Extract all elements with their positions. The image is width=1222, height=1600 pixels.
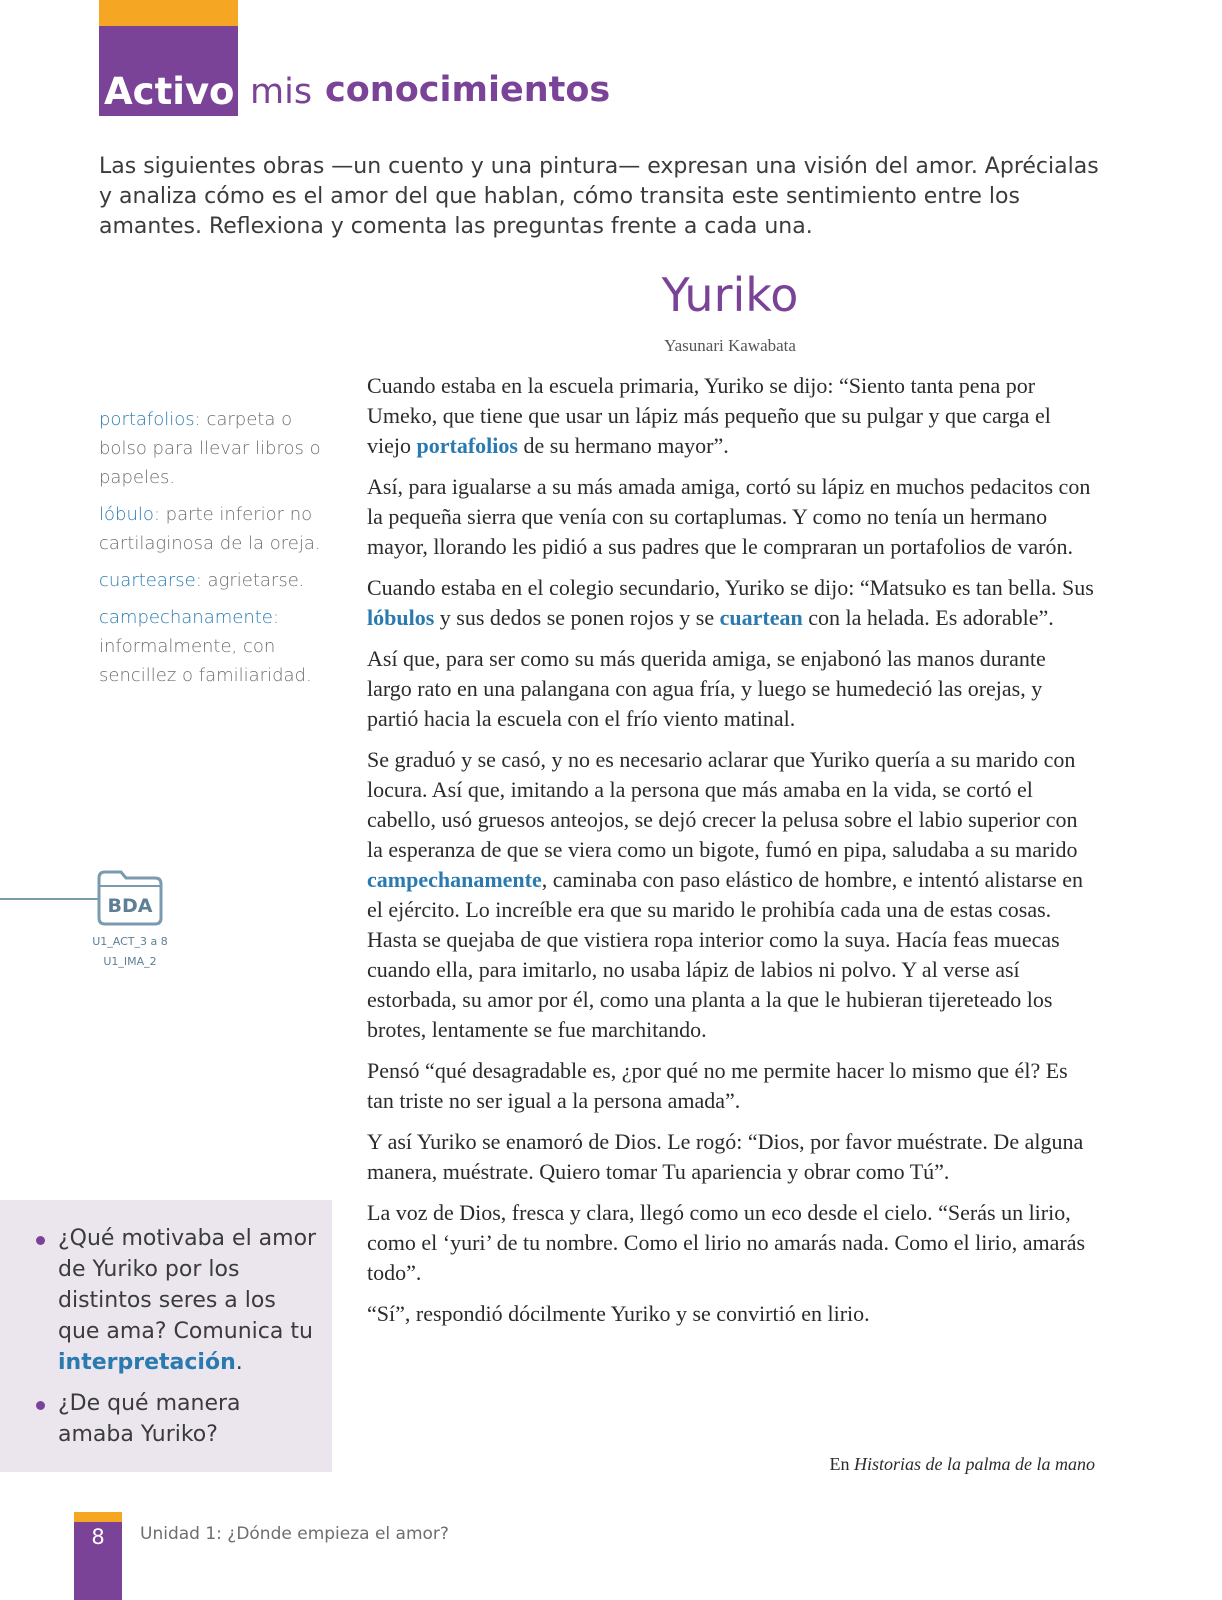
glossary-term-link[interactable]: portafolios (416, 433, 518, 458)
story-author: Yasunari Kawabata (664, 336, 796, 355)
story-paragraph: “Sí”, respondió dócilmente Yuriko y se convirtió en lirio. (367, 1301, 870, 1326)
question-item (34, 1223, 319, 1378)
question-text: ¿Qué motivaba el amor de Yuriko por los distintos seres a los que ama? Comunica tu (58, 1226, 317, 1344)
header-accent-bar (99, 0, 238, 26)
glossary-term: cuartearse (99, 570, 196, 591)
glossary-term-link[interactable]: lóbulos (367, 605, 435, 630)
story-paragraph: Y así Yuriko se enamoró de Dios. Le rogó: “Dios, por favor muéstrate. De alguna manera, muéstrate. Quiero tomar Tu apariencia y obrar como Tú”. (367, 1129, 1084, 1184)
glossary-definition: : carpeta o bolso para llevar libros o papeles. (99, 409, 321, 488)
glossary-entry (99, 405, 324, 492)
glossary-definition: : parte inferior no cartilaginosa de la oreja. (99, 504, 321, 554)
glossary-definition: : informalmente, con sencillez o familiaridad. (99, 607, 312, 686)
story-paragraph (367, 371, 1095, 461)
bda-label: BDA (107, 895, 153, 917)
intro-paragraph: Las siguientes obras —un cuento y una pintura— expresan una visión del amor. Aprécialas y analiza cómo es el amor del que hablan, cómo transita este sentimiento entre los amantes. Reflexiona y comenta las preguntas frente a cada una. (99, 154, 1099, 239)
glossary-term-link[interactable]: campechanamente (367, 867, 542, 892)
glossary-term-link[interactable]: cuartean (719, 605, 803, 630)
glossary-definition: : agrietarse. (195, 570, 305, 591)
header-title-mis: mis (250, 72, 313, 112)
questions-list (34, 1223, 319, 1460)
story-text: Se graduó y se casó, y no es necesario aclarar que Yuriko quería a su marido con locura. Así que, imitando a la persona que más amaba en la vida, se cortó el cabello, usó gruesos anteojos, se dejó crecer la pelusa sobre el labio superior con la esperanza de que se viera como un bigote, fumó en pipa, saludaba a su marido (367, 747, 1078, 862)
story-paragraph (367, 745, 1095, 1045)
story-paragraph: Pensó “qué desagradable es, ¿por qué no me permite hacer lo mismo que él? Es tan triste no ser igual a la persona amada”. (367, 1058, 1068, 1113)
bullet-icon (36, 1401, 45, 1410)
story-text: Cuando estaba en el colegio secundario, Yuriko se dijo: “Matsuko es tan bella. Sus (367, 575, 1094, 600)
source-prefix: En (829, 1454, 854, 1474)
footer-accent-bar (74, 1512, 122, 1522)
glossary-entry (99, 566, 324, 595)
story-text: y sus dedos se ponen rojos y se (434, 605, 720, 630)
story-title: Yuriko (661, 268, 799, 322)
story-paragraph (367, 573, 1095, 633)
bda-connector-line (0, 898, 98, 900)
story-body (367, 371, 1095, 1340)
glossary-term: campechanamente (99, 607, 273, 628)
bda-codes (80, 932, 180, 972)
question-item (34, 1388, 319, 1450)
glossary-entry (99, 603, 324, 690)
story-text: de su hermano mayor”. (517, 433, 729, 458)
bda-code-activity: U1_ACT_3 a 8 (92, 935, 168, 948)
story-paragraph: Así que, para ser como su más querida amiga, se enjabonó las manos durante largo rato en una palangana con agua fría, y luego se humedeció las orejas, y partió hacia la escuela con el frío viento matinal. (367, 646, 1046, 731)
question-text: . (235, 1350, 243, 1375)
story-paragraph: La voz de Dios, fresca y clara, llegó como un eco desde el cielo. “Serás un lirio, como el ‘yuri’ de tu nombre. Como el lirio no amarás nada. Como el lirio, amarás todo”. (367, 1200, 1086, 1285)
source-book-title: Historias de la palma de la mano (854, 1454, 1095, 1474)
page-number: 8 (91, 1525, 105, 1549)
story-source (700, 1454, 1095, 1475)
story-paragraph: Así, para igualarse a su más amada amiga, cortó su lápiz en muchos pedacitos con la pequeña sierra que venía con su cortaplumas. Y como no tenía un hermano mayor, llorando les pidió a sus padres que le compraran un portafolios de varón. (367, 474, 1091, 559)
folder-icon[interactable] (95, 866, 165, 926)
question-text: ¿De qué manera amaba Yuriko? (58, 1391, 241, 1447)
bda-code-image: U1_IMA_2 (103, 955, 157, 968)
bullet-icon (36, 1236, 45, 1245)
glossary-term-link[interactable]: interpretación (58, 1350, 236, 1375)
glossary-entry (99, 500, 324, 558)
story-text: Cuando estaba en la escuela primaria, Yuriko se dijo: “Siento tanta pena por Umeko, que tiene que usar un lápiz más pequeño que su pulgar y que carga el viejo (367, 373, 1051, 458)
story-text: con la helada. Es adorable”. (802, 605, 1054, 630)
glossary-term: lóbulo (99, 504, 154, 525)
header-title-conocimientos: conocimientos (325, 70, 611, 110)
header-title-activo: Activo (104, 70, 235, 113)
story-text: , caminaba con paso elástico de hombre, e intentó alistarse en el ejército. Lo increíble era que su marido le prohibía cada una de estas cosas. Hasta se quejaba de que vistiera ropa interior como la suya. Hacía feas muecas cuando ella, para imitarlo, no usaba lápiz de labios ni polvo. Y al verse así estorbada, su amor por él, como una planta a la que le hubieran tijereteado los brotes, lentamente se fue marchitando. (367, 867, 1083, 1042)
unit-title: Unidad 1: ¿Dónde empieza el amor? (140, 1524, 449, 1544)
glossary-term: portafolios (99, 409, 195, 430)
glossary (99, 405, 324, 698)
